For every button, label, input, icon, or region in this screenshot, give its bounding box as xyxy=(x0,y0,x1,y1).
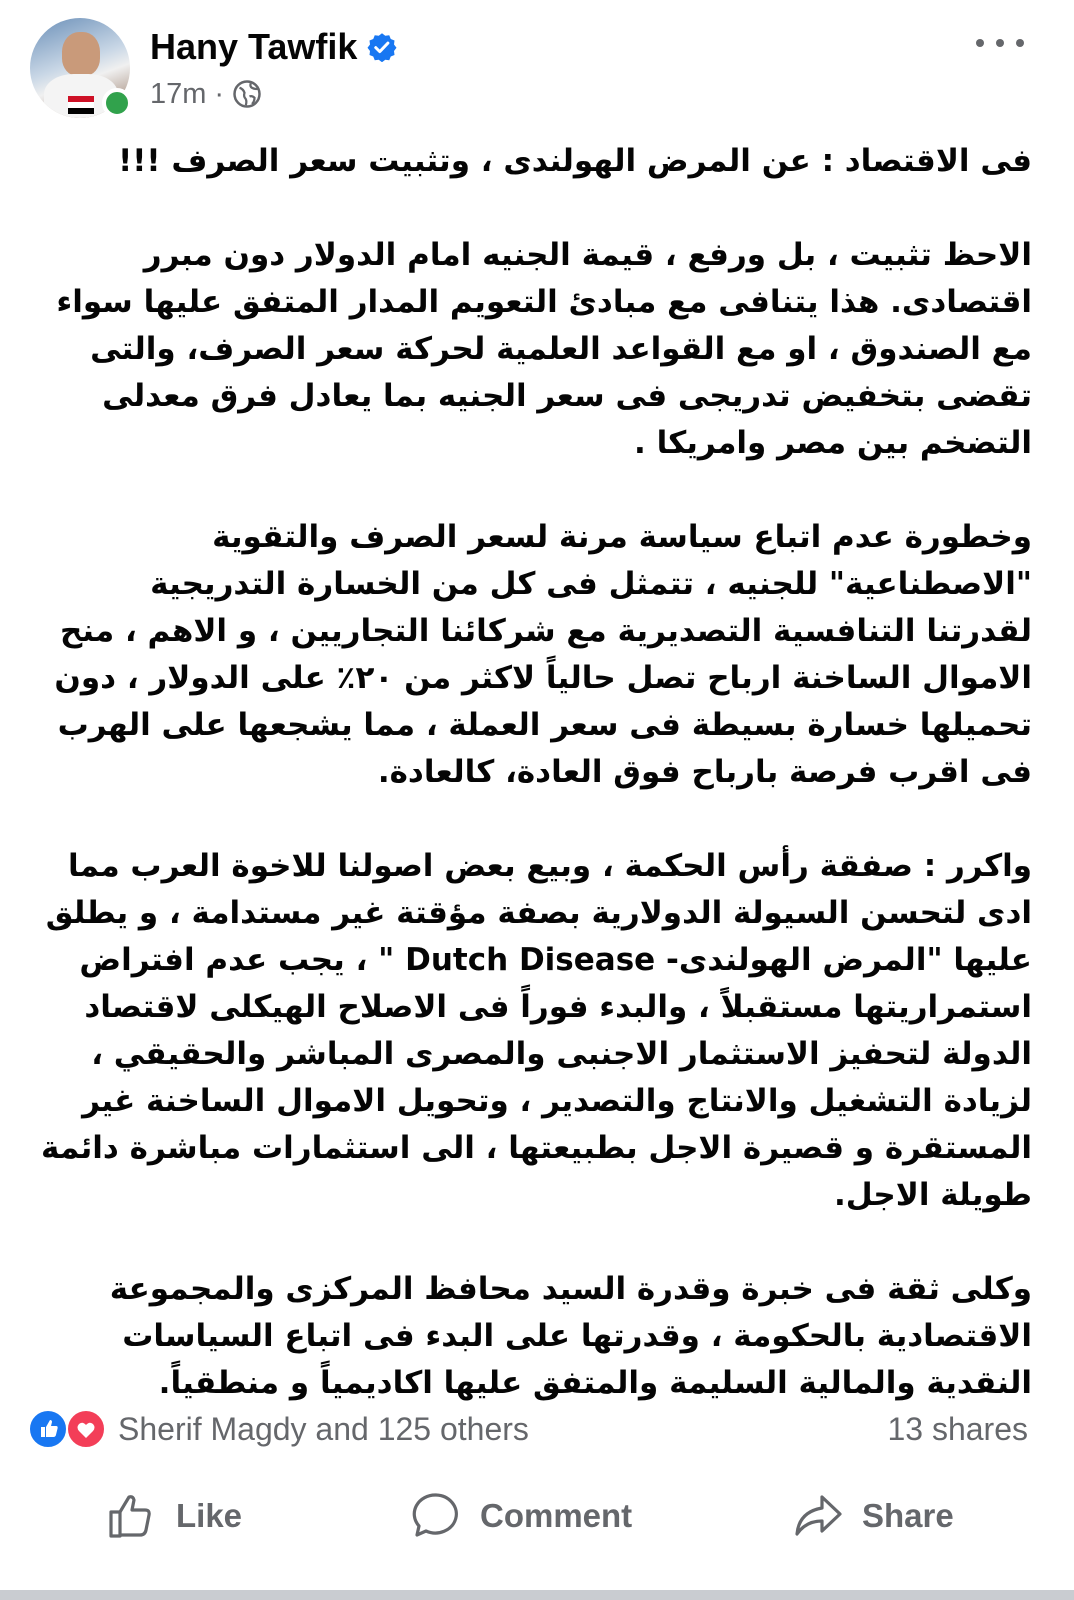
post-paragraph: وخطورة عدم اتباع سياسة مرنة لسعر الصرف والتقوية "الاصطناعية" للجنيه ، تتمثل فى كل من الخسارة التدريجية لقدرتنا التنافسية التصديرية مع شركائنا التجاريين ، و الاهم ، منح الاموال الساخنة ارباح تصل حالياً لاكثر من ٢٠٪ على الدولار ، دون تحميلها خسارة بسيطة فى سعر العملة ، مما يشجعها على الهرب فى اقرب فرصة بارباح فوق العادة، كالعادة. xyxy=(54,519,1032,790)
verified-badge-icon xyxy=(367,32,397,62)
reactions-count-text[interactable]: Sherif Magdy and 125 others xyxy=(118,1410,529,1447)
comment-button[interactable] xyxy=(410,1478,632,1554)
like-button-label: Like xyxy=(176,1497,243,1534)
avatar-face xyxy=(62,32,100,76)
like-reaction-icon xyxy=(28,1409,68,1449)
share-arrow-icon xyxy=(792,1490,844,1542)
post-paragraph: واكرر : صفقة رأس الحكمة ، وبيع بعض اصولنا للاخوة العرب مما ادى لتحسن السيولة الدولارية بصفة مؤقتة غير مستدامة ، و يطلق عليها "المرض الهولندى- Dutch Disease " ، يجب عدم افتراض استمراريتها مستقبلاً ، والبدء فوراً فى الاصلاح الهيكلى لاقتصاد الدولة لتحفيز الاستثمار الاجنبى والمصرى المباشر والحقيقي ، لزيادة التشغيل والانتاج والتصدير ، وتحويل الاموال الساخنة غير المستقرة و قصيرة الاجل بطبيعتها ، الى استثمارات مباشرة دائمة طويلة الاجل. xyxy=(41,848,1032,1213)
post-paragraph: فى الاقتصاد : عن المرض الهولندى ، وتثبيت سعر الصرف !!! xyxy=(118,143,1032,179)
shares-count-text[interactable]: 13 shares xyxy=(887,1410,1028,1447)
post-action-bar xyxy=(0,1478,1074,1554)
post-header xyxy=(0,0,1074,130)
feed-divider xyxy=(0,1590,1074,1600)
post-paragraph: وكلى ثقة فى خبرة وقدرة السيد محافظ المركزى والمجموعة الاقتصادية بالحكومة ، وقدرتها على البدء فى اتباع السياسات النقدية والمالية السليمة والمتفق عليها اكاديمياً و منطقياً. xyxy=(109,1271,1032,1401)
online-status-dot xyxy=(102,88,132,118)
love-reaction-icon xyxy=(66,1409,106,1449)
comment-button-label: Comment xyxy=(480,1497,633,1534)
like-button[interactable] xyxy=(106,1478,242,1554)
flag-icon xyxy=(68,96,94,114)
author-name[interactable]: Hany Tawfik xyxy=(150,26,358,67)
post-meta xyxy=(150,74,262,114)
engagement-summary xyxy=(28,1404,1028,1454)
reaction-icons xyxy=(28,1409,110,1449)
globe-icon xyxy=(232,79,262,109)
post-text xyxy=(40,138,1032,1408)
post-paragraph: الاحظ تثبيت ، بل ورفع ، قيمة الجنيه امام الدولار دون مبرر اقتصادى. هذا يتنافى مع مبادئ التعويم المدار المتفق عليها سواء مع الصندوق ، او مع القواعد العلمية لحركة سعر الصرف، والتى تقضى بتخفيض تدريجى فى سعر الجنيه بما يعادل فرق معدلى التضخم بين مصر وامريكا . xyxy=(56,237,1032,461)
comment-bubble-icon xyxy=(410,1490,462,1542)
author-row xyxy=(150,24,397,70)
share-button-label: Share xyxy=(862,1497,954,1534)
post-time[interactable]: 17m xyxy=(150,77,207,110)
thumbs-up-icon xyxy=(106,1490,158,1542)
share-button[interactable] xyxy=(792,1478,954,1554)
more-options-icon[interactable] xyxy=(976,30,1024,56)
reactions-summary[interactable] xyxy=(28,1409,529,1449)
meta-separator: · xyxy=(214,77,225,110)
